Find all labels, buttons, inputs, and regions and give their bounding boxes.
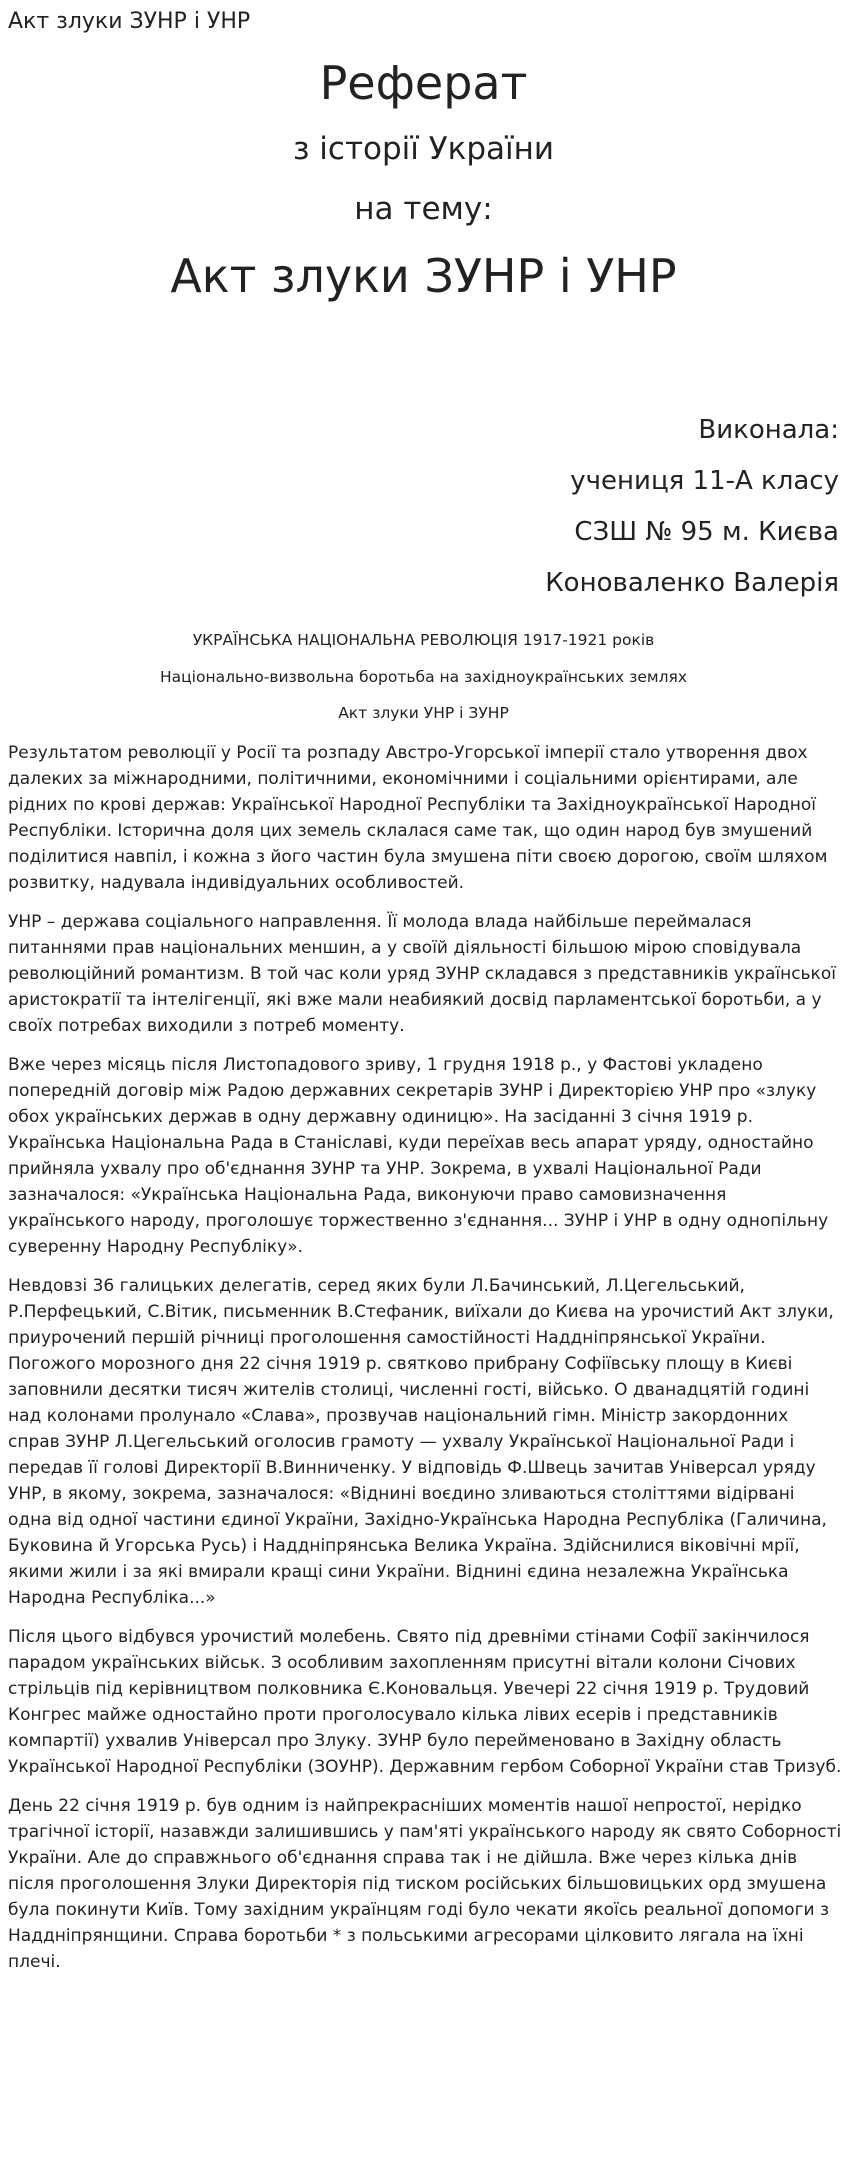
- body-text: [8, 740, 843, 1988]
- paragraph: Після цього відбувся урочистий молебень. Свято під древніми стінами Софії закінчилося парадом українських військ. З особливим захопленням присутні вітали колони Січових стрільців під керівництвом полковника Є.Коновальця. Увечері 22 січня 1919 р. Трудовий Конгрес майже одностайно проти проголосувало кілька лівих есерів і представників компартії) ухвалив Універсал про Злуку. ЗУНР було перейменовано в Західну область Української Народної Республіки (ЗОУНР). Державним гербом Соборної України став Тризуб.: [8, 1627, 842, 1777]
- paragraph: Результатом революції у Росії та розпаду Австро-Угорської імперії стало утворення двох далеких за міжнародними, політичними, економічними і соціальними орієнтирами, але рідних по крові держав: Української Народної Республіки та Західноукраїнської Народної Республіки. Історична доля цих земель склалася саме так, що один народ був змушений поділитися навпіл, і кожна з його частин була змушена піти своєю дорогою, своїм шляхом розвитку, надувала індивідуальних особливостей.: [8, 743, 828, 893]
- section-heading: УКРАЇНСЬКА НАЦІОНАЛЬНА РЕВОЛЮЦІЯ 1917-1921 років: [192, 631, 655, 649]
- section-subheading: Національно-визвольна боротьба на західноукраїнських землях: [159, 668, 688, 686]
- cover-title: Реферат: [319, 56, 528, 110]
- author-block: [339, 405, 839, 609]
- paragraph: День 22 січня 1919 р. був одним із найпрекрасніших моментів нашої непростої, нерідко трагічної історії, назавжди залишившись у пам'яті українського народу як свято Соборності України. Але до справжнього об'єднання справа так і не дійшла. Вже через кілька днів після проголошення Злуки Директорія під тиском російських більшовицьких орд змушена була покинути Київ. Тому західним українцям годі було чекати якоїсь реальної допомоги з Наддніпрянщини. Справа боротьби * з польськими агресорами цілковито лягала на їхні плечі.: [8, 1796, 842, 1972]
- paragraph: Вже через місяць після Листопадового зриву, 1 грудня 1918 р., у Фастові укладено попередній договір між Радою державних секретарів ЗУНР і Директорією УНР про «злуку обох українських держав в одну державну одиницю». На засіданні 3 січня 1919 р. Українська Національна Рада в Станіславі, куди переїхав весь апарат уряду, одностайно прийняла ухвалу про об'єднання ЗУНР та УНР. Зокрема, в ухвалі Національної Ради зазначалося: «Українська Національна Рада, виконуючи право самовизначення українського народу, проголошує торжественно з'єднання... ЗУНР і УНР в одну однопільну суверенну Народну Республіку».: [8, 1055, 829, 1257]
- author-name: Коноваленко Валерія: [545, 568, 839, 598]
- paragraph: Невдовзі 36 галицьких делегатів, серед яких були Л.Бачинський, Л.Цегельський, Р.Перфецький, С.Вітик, письменник В.Стефаник, виїхали до Києва на урочистий Акт злуки, приурочений першій річниці проголошення самостійності Наддніпрянської України. Погожого морозного дня 22 січня 1919 р. святково прибрану Софіївську площу в Києві заповнили десятки тисяч жителів столиці, численні гості, військо. О дванадцятій годині над колонами пролунало «Слава», прозвучав національний гімн. Міністр закордонних справ ЗУНР Л.Цегельський оголосив грамоту — ухвалу Української Національної Ради і передав її голові Директорії В.Винниченку. У відповідь Ф.Швець зачитав Універсал уряду УНР, в якому, зокрема, зазначалося: «Віднині воєдино зливаються століттями відірвані одна від одної частини єдиної України, Західно-Українська Народна Республіка (Галичина, Буковина й Угорська Русь) і Наддніпрянська Велика Україна. Здійснилися віковічні мрії, якими жили і за які вмирали кращі сини України. Віднині єдина незалежна Українська Народна Республіка...»: [8, 1276, 834, 1608]
- cover-subtitle: з історії України: [292, 131, 555, 167]
- document-header: Акт злуки ЗУНР і УНР: [8, 9, 251, 34]
- cover-topic: Акт злуки ЗУНР і УНР: [170, 249, 677, 303]
- cover-subtitle-on-topic: на тему:: [354, 191, 493, 227]
- paragraph: УНР – держава соціального направлення. Її молода влада найбільше переймалася питаннями прав національних меншин, а у своїй діяльності більшою мірою сповідувала революційний романтизм. В той час коли уряд ЗУНР складався з представників української аристократії та інтелігенції, які вже мали неабиякий досвід парламентської боротьби, а у своїх потребах виходили з потреб моменту.: [8, 912, 836, 1036]
- author-label: Виконала:: [698, 415, 839, 445]
- author-school: СЗШ № 95 м. Києва: [574, 517, 839, 547]
- section-topic: Акт злуки УНР і ЗУНР: [338, 704, 509, 722]
- author-class: учениця 11-А класу: [570, 466, 839, 496]
